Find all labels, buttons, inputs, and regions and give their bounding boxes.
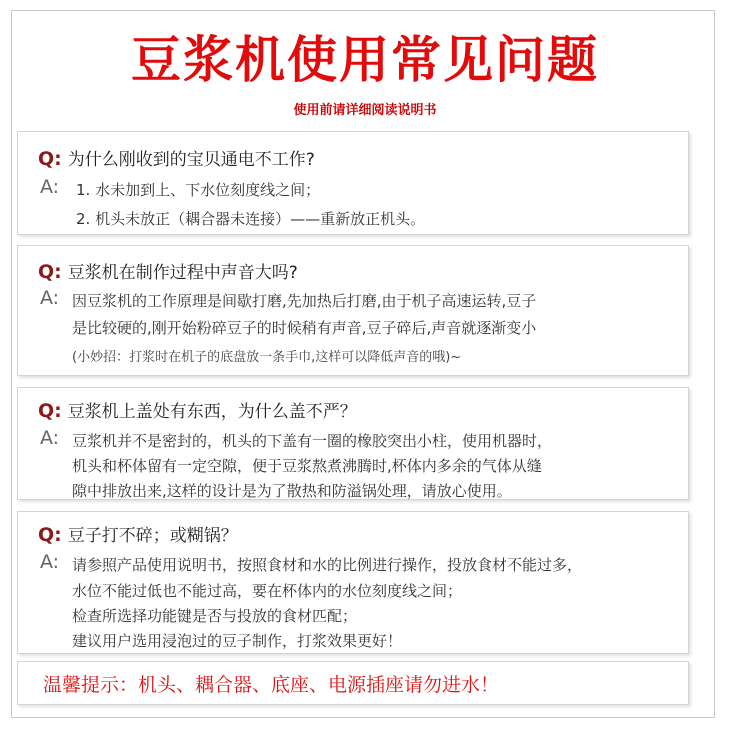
faq-answer-line: 隙中排放出来,这样的设计是为了散热和防溢锅处理，请放心使用。 (72, 482, 512, 500)
faq-question-1: Q: 为什么刚收到的宝贝通电不工作? (38, 148, 315, 170)
faq-card-3 (17, 387, 689, 500)
answer-marker: A: (40, 176, 60, 198)
faq-answer-line: 机头和杯体留有一定空隙，便于豆浆熬煮沸腾时,杯体内多余的气体从缝 (72, 457, 542, 475)
answer-marker: A: (40, 427, 60, 449)
question-marker: Q: (38, 148, 62, 170)
faq-question-3: Q: 豆浆机上盖处有东西，为什么盖不严？ (38, 400, 357, 422)
faq-answer-line: 水位不能过低也不能过高，要在杯体内的水位刻度线之间； (72, 582, 463, 600)
faq-answer-line: 请参照产品使用说明书，按照食材和水的比例进行操作，投放食材不能过多， (72, 556, 583, 574)
page-title: 豆浆机使用常见问题 (131, 31, 599, 89)
question-marker: Q: (38, 524, 62, 546)
faq-answer-tip: (小妙招：打浆时在机子的底盘放一条手巾,这样可以降低声音的哦)~ (72, 350, 462, 365)
warm-tip-box (17, 661, 689, 705)
faq-answer-line: 建议用户选用浸泡过的豆子制作，打浆效果更好！ (72, 632, 403, 650)
answer-marker: A: (40, 551, 60, 573)
faq-question-4: Q: 豆子打不碎；或糊锅？ (38, 524, 238, 546)
answer-marker: A: (40, 287, 60, 309)
faq-answer-line: 2. 机头未放正（耦合器未连接）——重新放正机头。 (76, 210, 426, 228)
page-subtitle: 使用前请详细阅读说明书 (293, 103, 437, 118)
faq-answer-line: 是比较硬的,刚开始粉碎豆子的时候稍有声音,豆子碎后,声音就逐渐变小 (72, 319, 537, 337)
warm-tip-text: 温馨提示：机头、耦合器、底座、电源插座请勿进水！ (43, 674, 500, 696)
faq-answer-line: 豆浆机并不是密封的，机头的下盖有一圈的橡胶突出小柱，使用机器时， (72, 432, 553, 450)
question-marker: Q: (38, 261, 62, 283)
faq-answer-line: 检查所选择功能键是否与投放的食材匹配； (72, 607, 358, 625)
faq-answer-line: 1. 水未加到上、下水位刻度线之间； (76, 181, 321, 199)
question-marker: Q: (38, 400, 62, 422)
faq-card-4 (17, 511, 689, 654)
faq-card-2 (17, 245, 689, 376)
faq-question-2: Q: 豆浆机在制作过程中声音大吗? (38, 261, 298, 283)
faq-answer-line: 因豆浆机的工作原理是间歇打磨,先加热后打磨,由于机子高速运转,豆子 (72, 292, 537, 310)
faq-card-1 (17, 131, 689, 235)
